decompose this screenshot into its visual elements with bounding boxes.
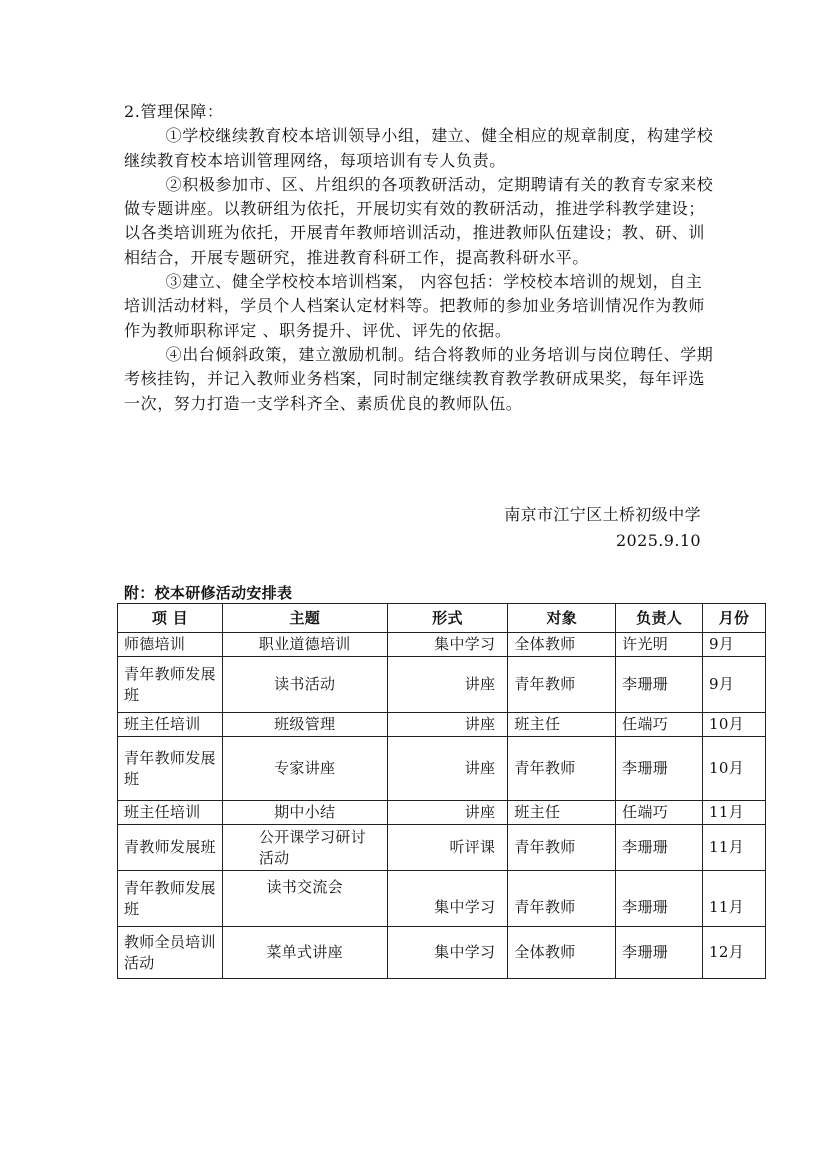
- cell-audience: 全体教师: [508, 927, 616, 979]
- cell-audience: 全体教师: [508, 633, 616, 657]
- cell-item: 青教师发展班: [118, 825, 223, 871]
- cell-topic: 读书交流会: [222, 871, 387, 927]
- paragraph-1: ①学校继续教育校本培训领导小组，建立、健全相应的规章制度，构建学校继续教育校本培训管理网络，每项培训有专人负责。: [124, 126, 714, 170]
- paragraph-3: ③建立、健全学校校本培训档案， 内容包括：学校校本培训的规划，自主培训活动材料，学员个人档案认定材料等。把教师的参加业务培训情况作为教师作为教师职称评定 、职务提升、评优、评先的依据。: [124, 272, 706, 340]
- cell-item: 教师全员培训活动: [118, 927, 223, 979]
- table-row: [118, 657, 766, 713]
- cell-item: 班主任培训: [118, 713, 223, 737]
- activity-schedule-table: [117, 603, 766, 979]
- cell-owner: 李珊珊: [616, 927, 703, 979]
- cell-month: 9月: [703, 657, 766, 713]
- cell-month: 11月: [703, 871, 766, 927]
- cell-format: 讲座: [387, 801, 508, 825]
- table-row: [118, 825, 766, 871]
- paragraph-4: ④出台倾斜政策，建立激励机制。结合将教师的业务培训与岗位聘任、学期考核挂钩，并记入教师业务档案，同时制定继续教育教学教研成果奖，每年评选一次，努力打造一支学科齐全、素质优良的教师队伍。: [124, 344, 714, 413]
- cell-month: 10月: [703, 713, 766, 737]
- cell-format: 听评课: [387, 825, 508, 871]
- cell-topic: 期中小结: [222, 801, 387, 825]
- cell-audience: 青年教师: [508, 871, 616, 927]
- table-row: [118, 871, 766, 927]
- cell-audience: 青年教师: [508, 737, 616, 801]
- header-format: 形式: [387, 604, 508, 633]
- cell-topic: 菜单式讲座: [222, 927, 387, 979]
- cell-audience: 青年教师: [508, 825, 616, 871]
- school-name: 南京市江宁区土桥初级中学: [504, 505, 701, 524]
- table-row: [118, 633, 766, 657]
- cell-owner: 李珊珊: [616, 825, 703, 871]
- cell-month: 11月: [703, 825, 766, 871]
- section-heading: 2.管理保障：: [124, 102, 224, 121]
- cell-month: 9月: [703, 633, 766, 657]
- table-header-row: [118, 604, 766, 633]
- table-row: [118, 927, 766, 979]
- table-caption: 附：校本研修活动安排表: [124, 584, 293, 602]
- cell-item: 师德培训: [118, 633, 223, 657]
- header-owner: 负责人: [616, 604, 703, 633]
- cell-topic: 读书活动: [222, 657, 387, 713]
- table-row: [118, 713, 766, 737]
- signature-block: [504, 502, 701, 554]
- cell-month: 11月: [703, 801, 766, 825]
- cell-topic: 职业道德培训: [222, 633, 387, 657]
- cell-owner: 李珊珊: [616, 737, 703, 801]
- document-date: 2025.9.10: [615, 531, 701, 550]
- cell-topic: 专家讲座: [222, 737, 387, 801]
- cell-owner: 任端巧: [616, 801, 703, 825]
- cell-audience: 青年教师: [508, 657, 616, 713]
- management-section: [124, 100, 714, 416]
- header-topic: 主题: [222, 604, 387, 633]
- table-row: [118, 801, 766, 825]
- cell-topic: 公开课学习研讨活动: [222, 825, 387, 871]
- header-item: 项 目: [118, 604, 223, 633]
- cell-month: 10月: [703, 737, 766, 801]
- header-audience: 对象: [508, 604, 616, 633]
- cell-item: 青年教师发展班: [118, 737, 223, 801]
- cell-format: 集中学习: [387, 633, 508, 657]
- cell-audience: 班主任: [508, 713, 616, 737]
- cell-audience: 班主任: [508, 801, 616, 825]
- header-month: 月份: [703, 604, 766, 633]
- cell-format: 讲座: [387, 737, 508, 801]
- cell-owner: 李珊珊: [616, 657, 703, 713]
- cell-owner: 李珊珊: [616, 871, 703, 927]
- cell-format: 集中学习: [387, 871, 508, 927]
- table-row: [118, 737, 766, 801]
- cell-item: 青年教师发展班: [118, 871, 223, 927]
- cell-owner: 许光明: [616, 633, 703, 657]
- cell-format: 讲座: [387, 657, 508, 713]
- cell-month: 12月: [703, 927, 766, 979]
- cell-item: 班主任培训: [118, 801, 223, 825]
- cell-format: 集中学习: [387, 927, 508, 979]
- cell-topic: 班级管理: [222, 713, 387, 737]
- paragraph-2: ②积极参加市、区、片组织的各项教研活动，定期聘请有关的教育专家来校做专题讲座。以教研组为依托，开展切实有效的教研活动，推进学科教学建设；以各类培训班为依托，开展青年教师培训活动，推进教师队伍建设；教、研、训相结合，开展专题研究，推进教育科研工作，提高教科研水平。: [124, 174, 714, 267]
- cell-format: 讲座: [387, 713, 508, 737]
- cell-item: 青年教师发展班: [118, 657, 223, 713]
- cell-owner: 任端巧: [616, 713, 703, 737]
